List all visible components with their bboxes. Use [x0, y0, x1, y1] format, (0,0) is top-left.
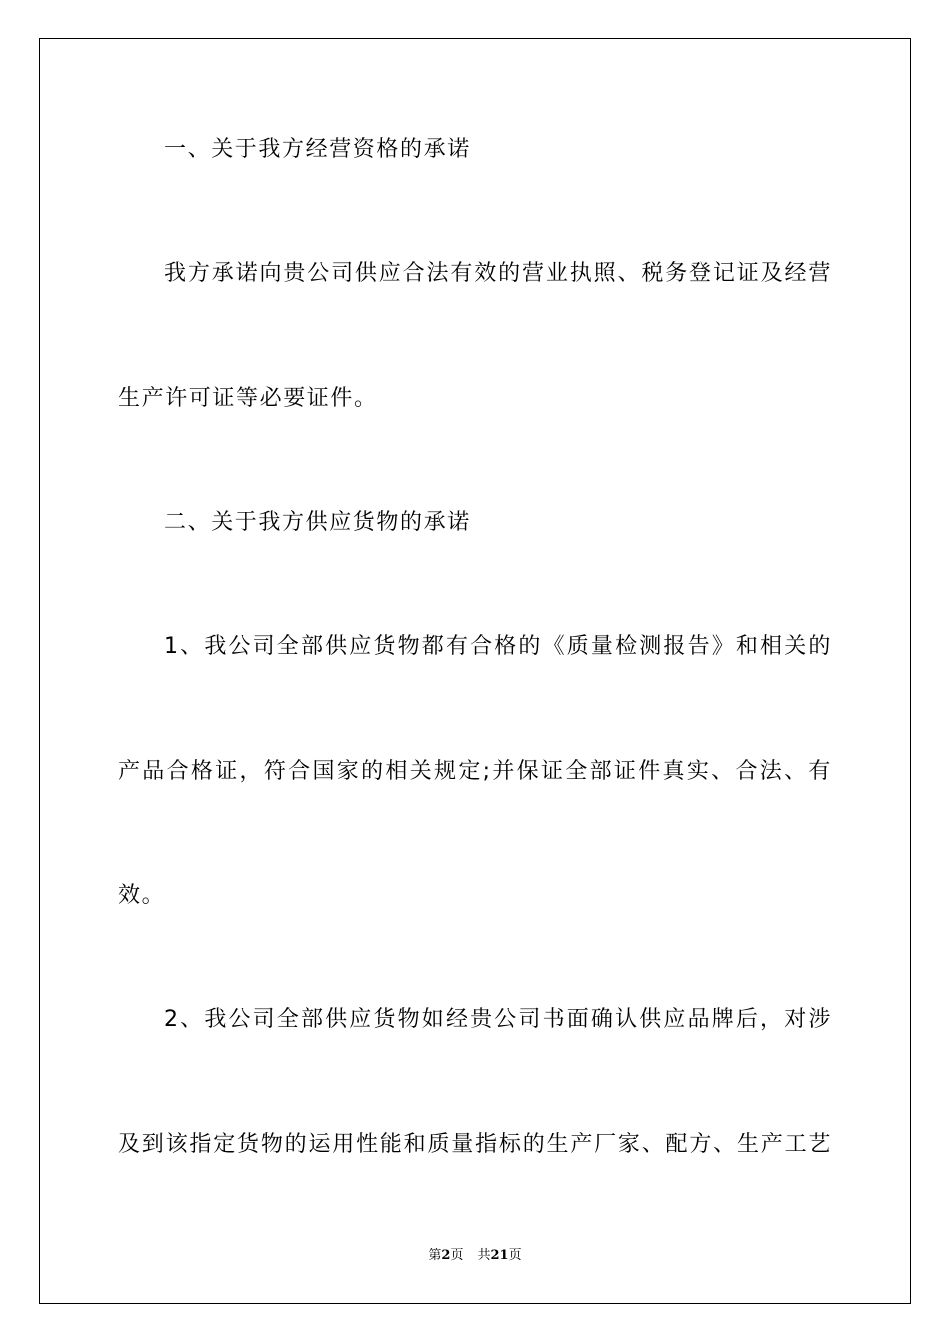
footer-total-pages: 21: [490, 1248, 509, 1263]
footer-page-suffix: 页: [450, 1248, 464, 1263]
paragraph-line: 我方承诺向贵公司供应合法有效的营业执照、税务登记证及经营: [164, 261, 832, 286]
paragraph-line: 及到该指定货物的运用性能和质量指标的生产厂家、配方、生产工艺: [118, 1132, 832, 1157]
heading-qualification: 一、关于我方经营资格的承诺: [164, 137, 471, 162]
footer-page-number: 2: [441, 1248, 451, 1263]
paragraph-line: 产品合格证，符合国家的相关规定;并保证全部证件真实、合法、有: [118, 759, 832, 784]
footer-page-prefix: 第: [428, 1248, 442, 1263]
footer-total-suffix: 页: [508, 1248, 522, 1263]
footer-total-prefix: 共: [477, 1248, 491, 1263]
heading-goods: 二、关于我方供应货物的承诺: [164, 510, 471, 535]
paragraph-line: 效。: [118, 883, 166, 908]
page-border: [39, 38, 911, 1304]
page-footer: [0, 1247, 950, 1265]
paragraph-line: 1、我公司全部供应货物都有合格的《质量检测报告》和相关的: [164, 634, 832, 659]
paragraph-line: 2、我公司全部供应货物如经贵公司书面确认供应品牌后，对涉: [164, 1007, 832, 1032]
paragraph-line: 生产许可证等必要证件。: [118, 386, 378, 411]
